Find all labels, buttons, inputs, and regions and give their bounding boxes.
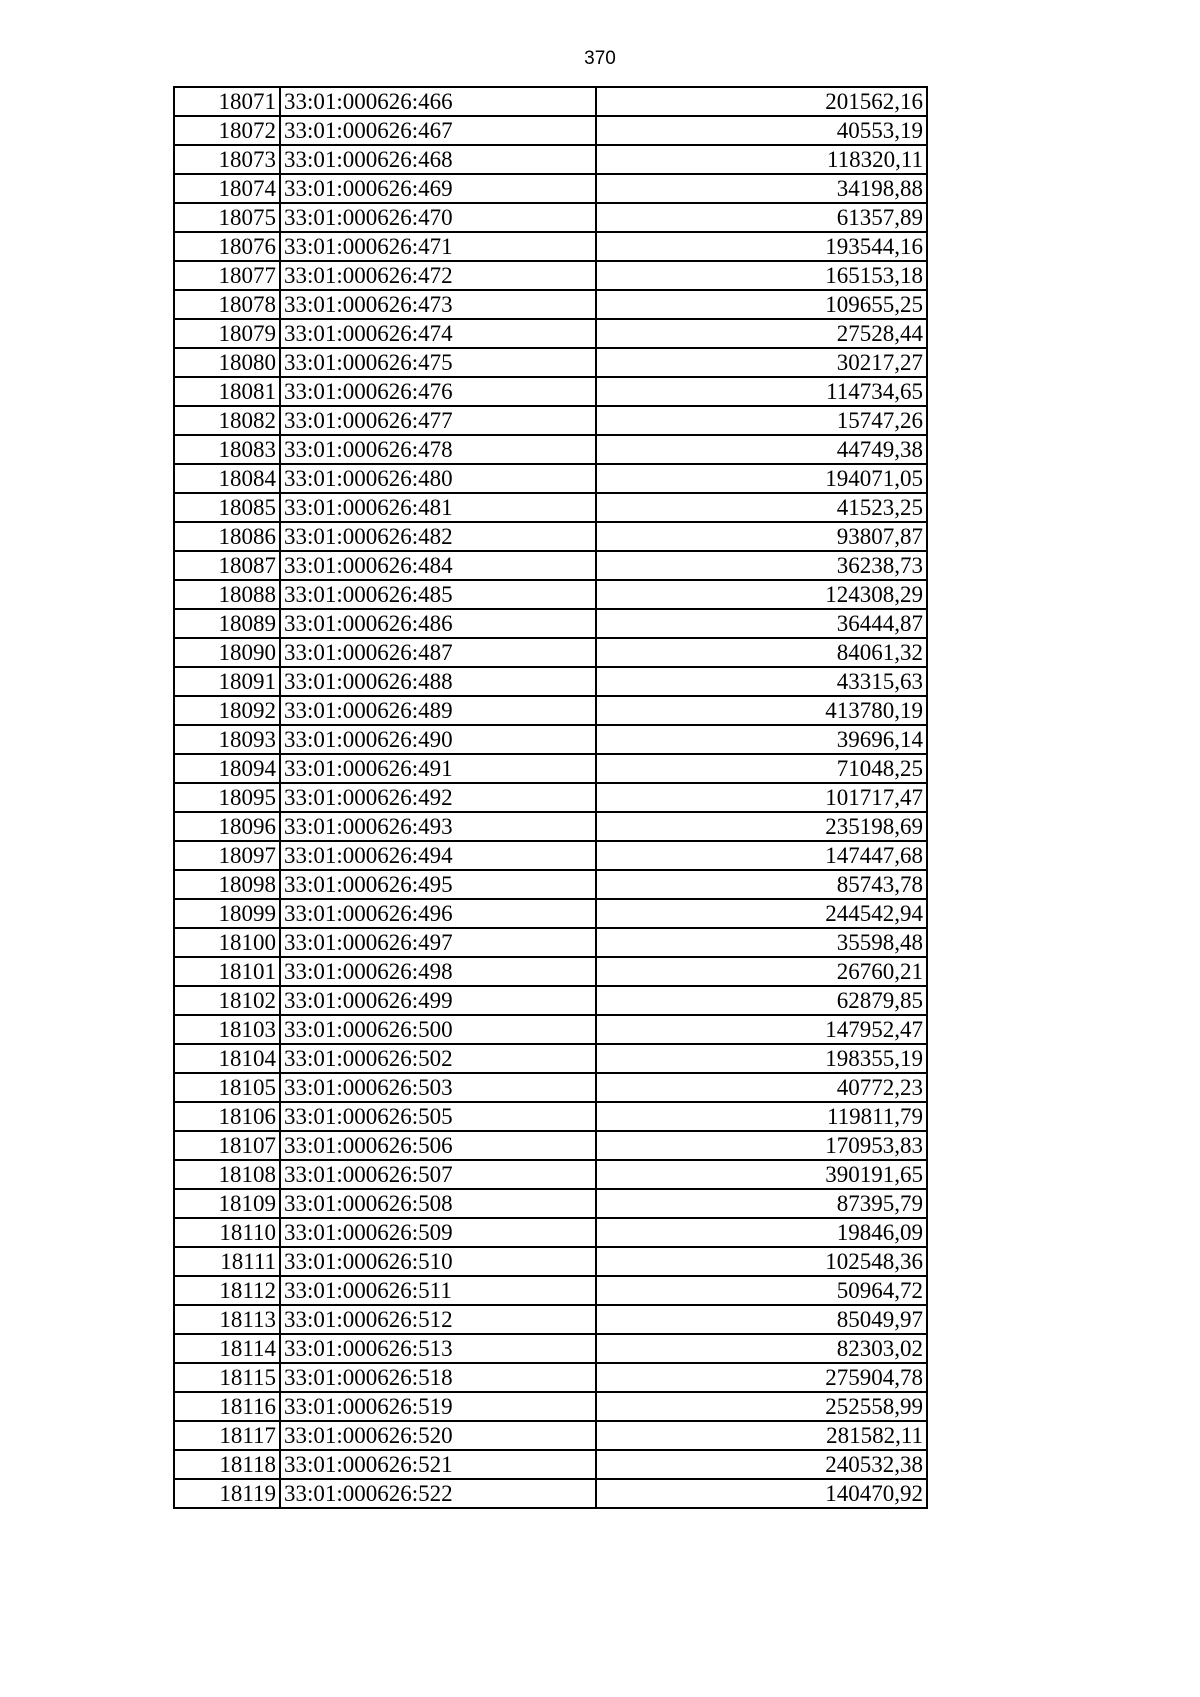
cadastral-number-cell: 33:01:000626:477 [280,406,596,435]
row-number-cell: 18072 [174,116,280,145]
row-number-cell: 18109 [174,1189,280,1218]
table-row [174,464,927,493]
cadastral-number-cell: 33:01:000626:494 [280,841,596,870]
row-number-cell: 18077 [174,261,280,290]
cadastral-value-cell: 109655,25 [596,290,927,319]
table-row [174,667,927,696]
cadastral-value-cell: 85743,78 [596,870,927,899]
cadastral-value-cell: 275904,78 [596,1363,927,1392]
cadastral-value-cell: 61357,89 [596,203,927,232]
cadastral-value-cell: 101717,47 [596,783,927,812]
cadastral-value-cell: 26760,21 [596,957,927,986]
table-row [174,580,927,609]
row-number-cell: 18101 [174,957,280,986]
row-number-cell: 18075 [174,203,280,232]
table-row [174,116,927,145]
cadastral-number-cell: 33:01:000626:519 [280,1392,596,1421]
cadastral-number-cell: 33:01:000626:472 [280,261,596,290]
row-number-cell: 18071 [174,87,280,116]
row-number-cell: 18106 [174,1102,280,1131]
row-number-cell: 18087 [174,551,280,580]
cadastral-value-cell: 41523,25 [596,493,927,522]
table-row [174,406,927,435]
cadastral-number-cell: 33:01:000626:518 [280,1363,596,1392]
table-row [174,1450,927,1479]
row-number-cell: 18094 [174,754,280,783]
row-number-cell: 18112 [174,1276,280,1305]
cadastral-value-cell: 170953,83 [596,1131,927,1160]
table-row [174,696,927,725]
cadastral-number-cell: 33:01:000626:471 [280,232,596,261]
cadastral-number-cell: 33:01:000626:466 [280,87,596,116]
cadastral-value-cell: 124308,29 [596,580,927,609]
cadastral-value-cell: 281582,11 [596,1421,927,1450]
row-number-cell: 18107 [174,1131,280,1160]
cadastral-value-cell: 40553,19 [596,116,927,145]
row-number-cell: 18111 [174,1247,280,1276]
cadastral-number-cell: 33:01:000626:486 [280,609,596,638]
row-number-cell: 18114 [174,1334,280,1363]
cadastral-number-cell: 33:01:000626:488 [280,667,596,696]
row-number-cell: 18084 [174,464,280,493]
cadastral-value-cell: 165153,18 [596,261,927,290]
table-row [174,783,927,812]
row-number-cell: 18096 [174,812,280,841]
cadastral-number-cell: 33:01:000626:522 [280,1479,596,1508]
cadastral-value-cell: 39696,14 [596,725,927,754]
row-number-cell: 18103 [174,1015,280,1044]
cadastral-value-cell: 244542,94 [596,899,927,928]
cadastral-value-cell: 36444,87 [596,609,927,638]
cadastral-number-cell: 33:01:000626:491 [280,754,596,783]
row-number-cell: 18078 [174,290,280,319]
table-row [174,1131,927,1160]
table-row [174,1392,927,1421]
table-row [174,493,927,522]
cadastral-number-cell: 33:01:000626:498 [280,957,596,986]
row-number-cell: 18082 [174,406,280,435]
cadastral-value-cell: 390191,65 [596,1160,927,1189]
cadastral-value-cell: 30217,27 [596,348,927,377]
row-number-cell: 18116 [174,1392,280,1421]
row-number-cell: 18098 [174,870,280,899]
cadastral-number-cell: 33:01:000626:521 [280,1450,596,1479]
cadastral-value-cell: 193544,16 [596,232,927,261]
table-row [174,1305,927,1334]
row-number-cell: 18086 [174,522,280,551]
table-row [174,986,927,1015]
cadastral-number-cell: 33:01:000626:476 [280,377,596,406]
cadastral-value-cell: 19846,09 [596,1218,927,1247]
cadastral-number-cell: 33:01:000626:478 [280,435,596,464]
cadastral-number-cell: 33:01:000626:496 [280,899,596,928]
table-row [174,377,927,406]
cadastral-value-cell: 84061,32 [596,638,927,667]
cadastral-value-cell: 114734,65 [596,377,927,406]
table-row [174,1160,927,1189]
table-row [174,435,927,464]
table-row [174,319,927,348]
cadastral-number-cell: 33:01:000626:484 [280,551,596,580]
cadastral-number-cell: 33:01:000626:511 [280,1276,596,1305]
table-row [174,1247,927,1276]
table-row [174,899,927,928]
cadastral-number-cell: 33:01:000626:508 [280,1189,596,1218]
cadastral-number-cell: 33:01:000626:490 [280,725,596,754]
table-row [174,754,927,783]
cadastral-value-cell: 252558,99 [596,1392,927,1421]
cadastral-number-cell: 33:01:000626:497 [280,928,596,957]
table-row [174,870,927,899]
cadastral-number-cell: 33:01:000626:481 [280,493,596,522]
table-row [174,928,927,957]
table-row [174,87,927,116]
table-row [174,1421,927,1450]
cadastral-value-cell: 93807,87 [596,522,927,551]
cadastral-number-cell: 33:01:000626:520 [280,1421,596,1450]
row-number-cell: 18088 [174,580,280,609]
cadastral-value-cell: 198355,19 [596,1044,927,1073]
cadastral-value-cell: 34198,88 [596,174,927,203]
cadastral-number-cell: 33:01:000626:485 [280,580,596,609]
cadastral-number-cell: 33:01:000626:475 [280,348,596,377]
cadastral-value-cell: 43315,63 [596,667,927,696]
cadastral-value-cell: 82303,02 [596,1334,927,1363]
row-number-cell: 18080 [174,348,280,377]
row-number-cell: 18073 [174,145,280,174]
cadastral-number-cell: 33:01:000626:502 [280,1044,596,1073]
table-row [174,725,927,754]
cadastral-number-cell: 33:01:000626:493 [280,812,596,841]
table-row [174,203,927,232]
table-row [174,1189,927,1218]
row-number-cell: 18076 [174,232,280,261]
cadastral-value-cell: 71048,25 [596,754,927,783]
cadastral-value-cell: 85049,97 [596,1305,927,1334]
cadastral-number-cell: 33:01:000626:474 [280,319,596,348]
table-row [174,1218,927,1247]
cadastral-number-cell: 33:01:000626:492 [280,783,596,812]
cadastral-value-cell: 87395,79 [596,1189,927,1218]
cadastral-value-cell: 118320,11 [596,145,927,174]
row-number-cell: 18118 [174,1450,280,1479]
cadastral-number-cell: 33:01:000626:513 [280,1334,596,1363]
row-number-cell: 18095 [174,783,280,812]
cadastral-number-cell: 33:01:000626:495 [280,870,596,899]
row-number-cell: 18074 [174,174,280,203]
row-number-cell: 18108 [174,1160,280,1189]
table-row [174,957,927,986]
cadastral-number-cell: 33:01:000626:467 [280,116,596,145]
table-row [174,1102,927,1131]
table-row [174,812,927,841]
row-number-cell: 18083 [174,435,280,464]
table-row [174,1044,927,1073]
row-number-cell: 18105 [174,1073,280,1102]
row-number-cell: 18097 [174,841,280,870]
cadastral-value-cell: 44749,38 [596,435,927,464]
cadastral-value-cell: 15747,26 [596,406,927,435]
row-number-cell: 18113 [174,1305,280,1334]
row-number-cell: 18110 [174,1218,280,1247]
table-row [174,348,927,377]
table-row [174,232,927,261]
cadastral-number-cell: 33:01:000626:499 [280,986,596,1015]
cadastral-value-cell: 140470,92 [596,1479,927,1508]
table-row [174,522,927,551]
cadastral-value-cell: 36238,73 [596,551,927,580]
row-number-cell: 18092 [174,696,280,725]
cadastral-value-cell: 27528,44 [596,319,927,348]
row-number-cell: 18102 [174,986,280,1015]
cadastral-number-cell: 33:01:000626:505 [280,1102,596,1131]
cadastral-number-cell: 33:01:000626:482 [280,522,596,551]
table-row [174,1334,927,1363]
cadastral-number-cell: 33:01:000626:500 [280,1015,596,1044]
cadastral-number-cell: 33:01:000626:509 [280,1218,596,1247]
cadastral-number-cell: 33:01:000626:468 [280,145,596,174]
cadastral-number-cell: 33:01:000626:469 [280,174,596,203]
cadastral-value-cell: 102548,36 [596,1247,927,1276]
row-number-cell: 18079 [174,319,280,348]
row-number-cell: 18089 [174,609,280,638]
cadastral-value-cell: 413780,19 [596,696,927,725]
table-row [174,551,927,580]
cadastral-value-cell: 35598,48 [596,928,927,957]
cadastral-number-cell: 33:01:000626:507 [280,1160,596,1189]
cadastral-value-cell: 240532,38 [596,1450,927,1479]
table-row [174,1015,927,1044]
cadastral-number-cell: 33:01:000626:473 [280,290,596,319]
cadastral-number-cell: 33:01:000626:487 [280,638,596,667]
row-number-cell: 18104 [174,1044,280,1073]
cadastral-number-cell: 33:01:000626:510 [280,1247,596,1276]
cadastral-value-cell: 50964,72 [596,1276,927,1305]
cadastral-number-cell: 33:01:000626:470 [280,203,596,232]
cadastral-value-cell: 147952,47 [596,1015,927,1044]
table-row [174,638,927,667]
row-number-cell: 18099 [174,899,280,928]
cadastral-number-cell: 33:01:000626:489 [280,696,596,725]
table-body [174,87,927,1508]
cadastral-value-cell: 40772,23 [596,1073,927,1102]
row-number-cell: 18117 [174,1421,280,1450]
row-number-cell: 18093 [174,725,280,754]
row-number-cell: 18119 [174,1479,280,1508]
row-number-cell: 18090 [174,638,280,667]
row-number-cell: 18091 [174,667,280,696]
table-row [174,1479,927,1508]
cadastral-number-cell: 33:01:000626:503 [280,1073,596,1102]
table-row [174,261,927,290]
table-row [174,174,927,203]
row-number-cell: 18085 [174,493,280,522]
cadastral-value-cell: 235198,69 [596,812,927,841]
table-row [174,1363,927,1392]
cadastral-value-cell: 62879,85 [596,986,927,1015]
table-row [174,1073,927,1102]
cadastral-number-cell: 33:01:000626:512 [280,1305,596,1334]
cadastral-value-cell: 201562,16 [596,87,927,116]
table-row [174,145,927,174]
table-row [174,1276,927,1305]
table-row [174,841,927,870]
row-number-cell: 18115 [174,1363,280,1392]
cadastral-number-cell: 33:01:000626:506 [280,1131,596,1160]
page-number: 370 [584,48,616,69]
cadastral-value-cell: 194071,05 [596,464,927,493]
table-row [174,609,927,638]
cadastral-value-cell: 119811,79 [596,1102,927,1131]
table-row [174,290,927,319]
row-number-cell: 18081 [174,377,280,406]
cadastral-value-table [173,86,928,1509]
cadastral-value-cell: 147447,68 [596,841,927,870]
cadastral-number-cell: 33:01:000626:480 [280,464,596,493]
row-number-cell: 18100 [174,928,280,957]
